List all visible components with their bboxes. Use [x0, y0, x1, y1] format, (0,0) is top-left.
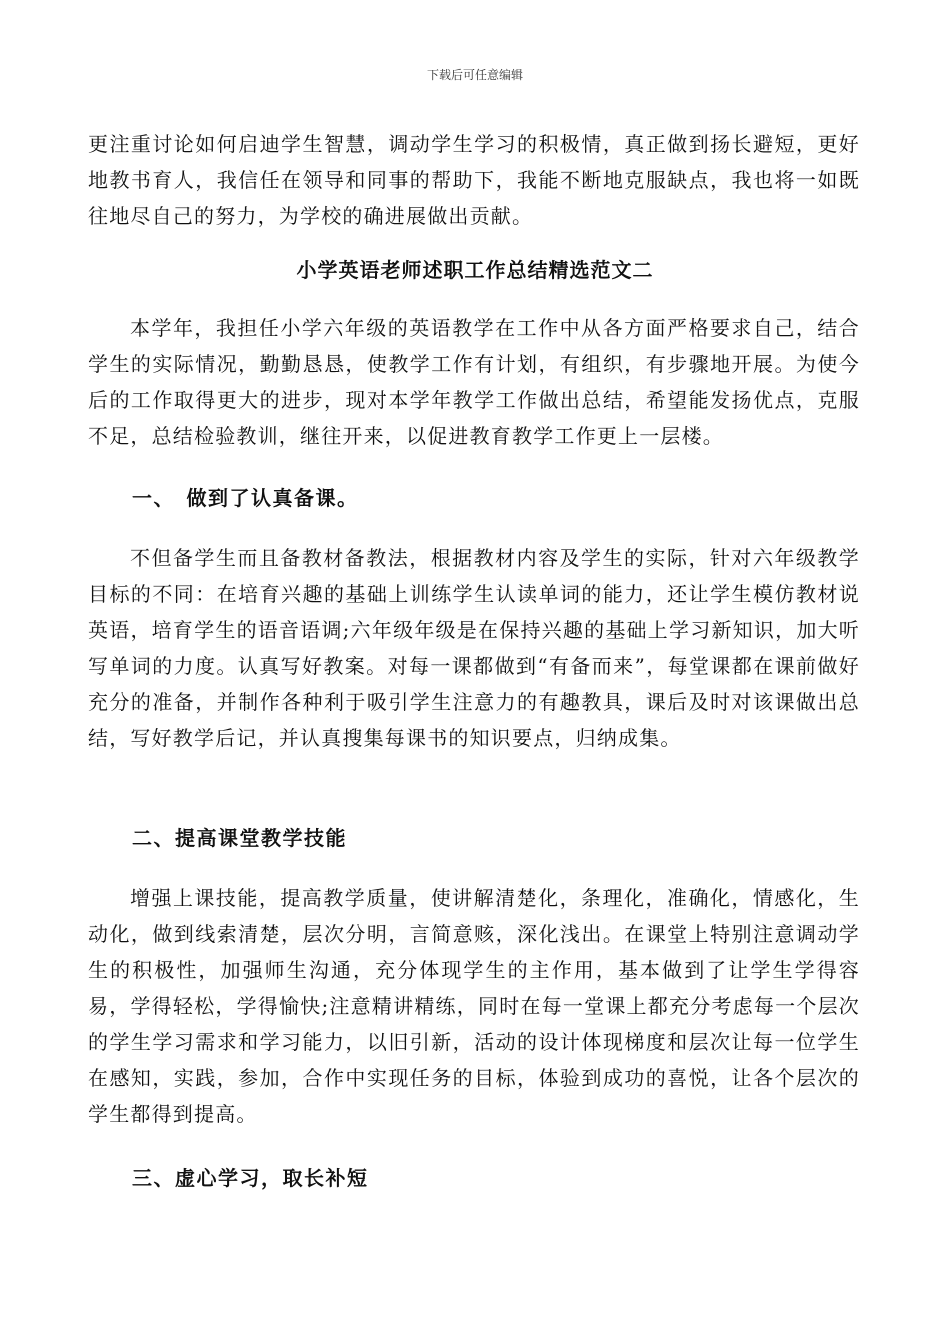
section-2-paragraph: 增强上课技能，提高教学质量，使讲解清楚化，条理化，准确化，情感化，生动化，做到线索清楚，层次分明，言简意赅，深化浅出。在课堂上特别注意调动学生的积极性，加强师生沟通，充分体现学生的主作用，基本做到了让学生学得容易，学得轻松，学得愉快;注意精讲精练，同时在每一堂课上都充分考虑每一个层次的学生学习需求和学习能力，以旧引新，活动的设计体现梯度和层次让每一位学生在感知，实践，参加，合作中实现任务的目标，体验到成功的喜悦，让各个层次的学生都得到提高。: [88, 886, 860, 1126]
section-2-heading: 二、提高课堂教学技能: [132, 826, 347, 850]
document-title: 小学英语老师述职工作总结精选范文二: [296, 258, 654, 282]
header-note: 下载后可任意编辑: [426, 68, 523, 82]
section-1-heading: 一、 做到了认真备课。: [132, 486, 359, 510]
section-1-paragraph: 不但备学生而且备教材备教法，根据教材内容及学生的实际，针对六年级教学目标的不同：在培育兴趣的基础上训练学生认读单词的能力，还让学生模仿教材说英语，培育学生的语音语调;六年级年级是在保持兴趣的基础上学习新知识，加大听写单词的力度。认真写好教案。对每一课都做到“有备而来”，每堂课都在课前做好充分的准备，并制作各种利于吸引学生注意力的有趣教具，课后及时对该课做出总结，写好教学后记，并认真搜集每课书的知识要点，归纳成集。: [88, 546, 860, 750]
intro-paragraph: 更注重讨论如何启迪学生智慧，调动学生学习的积极情，真正做到扬长避短，更好地教书育人，我信任在领导和同事的帮助下，我能不断地克服缺点，我也将一如既往地尽自己的努力，为学校的确进展做出贡献。: [88, 132, 860, 228]
section-3-heading: 三、虚心学习，取长补短: [132, 1166, 369, 1190]
paragraph-1: 本学年，我担任小学六年级的英语教学在工作中从各方面严格要求自己，结合学生的实际情况，勤勤恳恳，使教学工作有计划，有组织，有步骤地开展。为使今后的工作取得更大的进步，现对本学年教学工作做出总结，希望能发扬优点，克服不足，总结检验教训，继往开来，以促进教育教学工作更上一层楼。: [88, 316, 860, 448]
